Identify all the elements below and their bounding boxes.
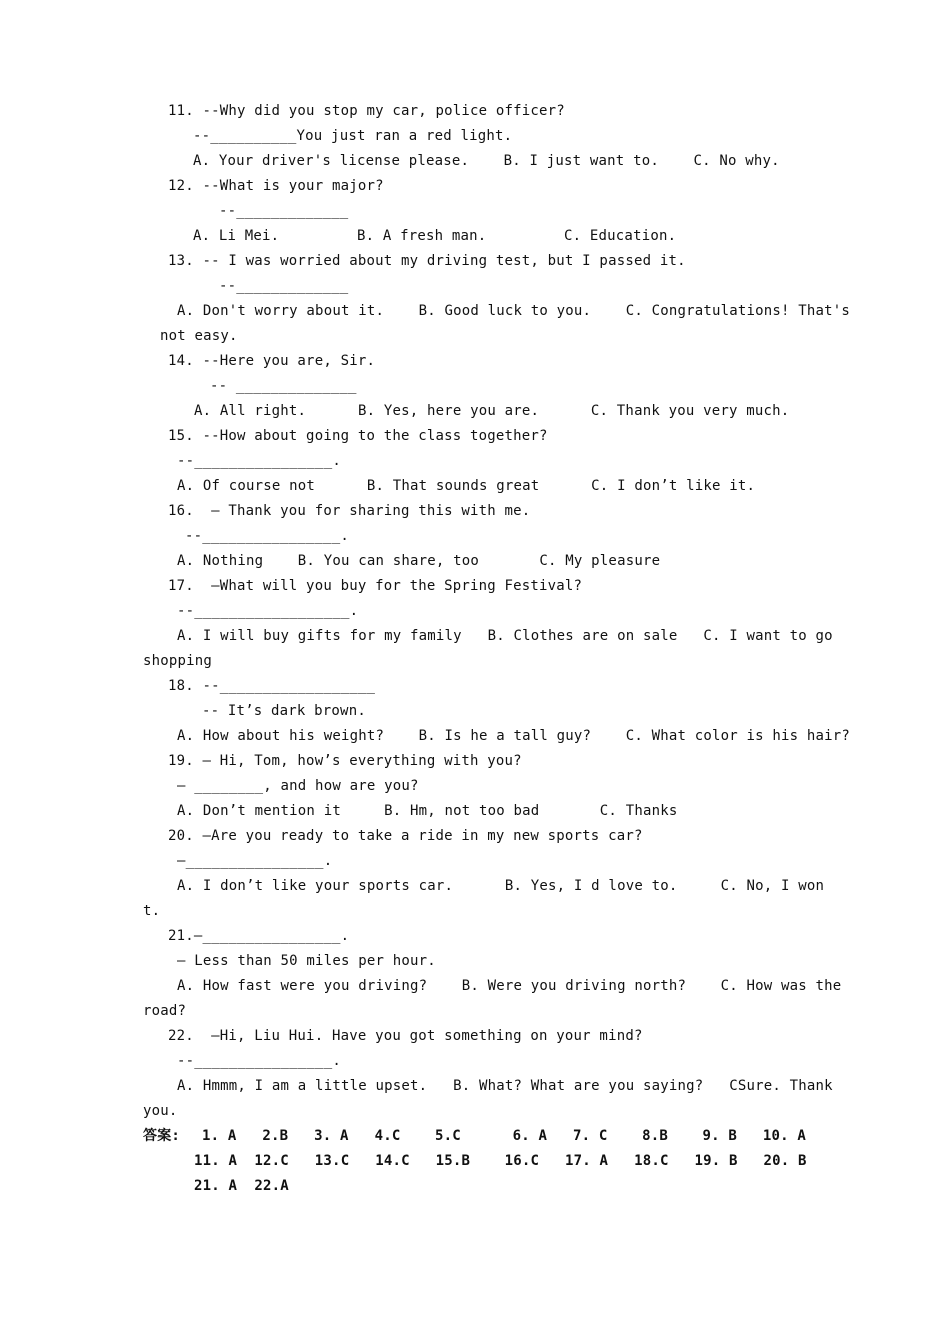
question-15-blank: --________________.	[177, 453, 341, 469]
question-11-options: A. Your driver's license please. B. I just want to. C. No why.	[193, 153, 780, 169]
question-19-stem: 19. — Hi, Tom, how’s everything with you?	[168, 753, 522, 769]
question-12-stem: 12. --What is your major?	[168, 178, 384, 194]
question-16-stem: 16. – Thank you for sharing this with me.	[168, 503, 531, 519]
question-22-options: A. Hmmm, I am a little upset. B. What? What are you saying? CSure. Thank	[177, 1078, 833, 1094]
question-13-options-cont: not easy.	[160, 328, 238, 344]
question-20-options-cont: t.	[143, 903, 161, 919]
question-20-blank: —________________.	[177, 853, 333, 869]
question-18-stem: 18. --__________________	[168, 678, 376, 694]
answer-key-row-1: 1. A 2.B 3. A 4.C 5.C 6. A 7. C 8.B 9. B 10. A	[202, 1128, 807, 1144]
question-20-options: A. I don’t like your sports car. B. Yes, I d love to. C. No, I won	[177, 878, 825, 894]
question-22-blank: --________________.	[177, 1053, 341, 1069]
question-15-stem: 15. --How about going to the class together?	[168, 428, 548, 444]
question-21-options: A. How fast were you driving? B. Were you driving north? C. How was the	[177, 978, 842, 994]
question-14-options: A. All right. B. Yes, here you are. C. Thank you very much.	[194, 403, 790, 419]
question-17-options-cont: shopping	[143, 653, 213, 669]
answer-key-label: 答案:	[143, 1128, 181, 1144]
question-21-options-cont: road?	[143, 1003, 187, 1019]
question-18-options: A. How about his weight? B. Is he a tall guy? C. What color is his hair?	[177, 728, 851, 744]
answer-key-row-3: 21. A 22.A	[194, 1178, 289, 1194]
question-22-options-cont: you.	[143, 1103, 178, 1119]
question-17-options: A. I will buy gifts for my family B. Clothes are on sale C. I want to go	[177, 628, 833, 644]
question-17-stem: 17. –What will you buy for the Spring Festival?	[168, 578, 583, 594]
question-13-options: A. Don't worry about it. B. Good luck to you. C. Congratulations! That's	[177, 303, 851, 319]
question-13-stem: 13. -- I was worried about my driving test, but I passed it.	[168, 253, 686, 269]
question-18-response: -- It’s dark brown.	[202, 703, 366, 719]
question-15-options: A. Of course not B. That sounds great C. I don’t like it.	[177, 478, 756, 494]
question-11-blank: --__________You just ran a red light.	[193, 128, 513, 144]
question-19-blank: — ________, and how are you?	[177, 778, 419, 794]
question-12-options: A. Li Mei. B. A fresh man. C. Education.	[193, 228, 677, 244]
question-17-blank: --__________________.	[177, 603, 359, 619]
question-14-blank: -- ______________	[210, 378, 357, 394]
question-16-blank: --________________.	[185, 528, 349, 544]
question-19-options: A. Don’t mention it B. Hm, not too bad C. Thanks	[177, 803, 678, 819]
question-21-stem: 21.—________________.	[168, 928, 350, 944]
question-13-blank: --_____________	[219, 278, 349, 294]
question-14-stem: 14. --Here you are, Sir.	[168, 353, 376, 369]
question-20-stem: 20. —Are you ready to take a ride in my new sports car?	[168, 828, 643, 844]
question-12-blank: --_____________	[219, 203, 349, 219]
question-11-stem: 11. --Why did you stop my car, police officer?	[168, 103, 565, 119]
question-21-response: — Less than 50 miles per hour.	[177, 953, 436, 969]
question-22-stem: 22. –Hi, Liu Hui. Have you got something on your mind?	[168, 1028, 643, 1044]
question-16-options: A. Nothing B. You can share, too C. My pleasure	[177, 553, 661, 569]
answer-key-row-2: 11. A 12.C 13.C 14.C 15.B 16.C 17. A 18.C 19. B 20. B	[194, 1153, 807, 1169]
